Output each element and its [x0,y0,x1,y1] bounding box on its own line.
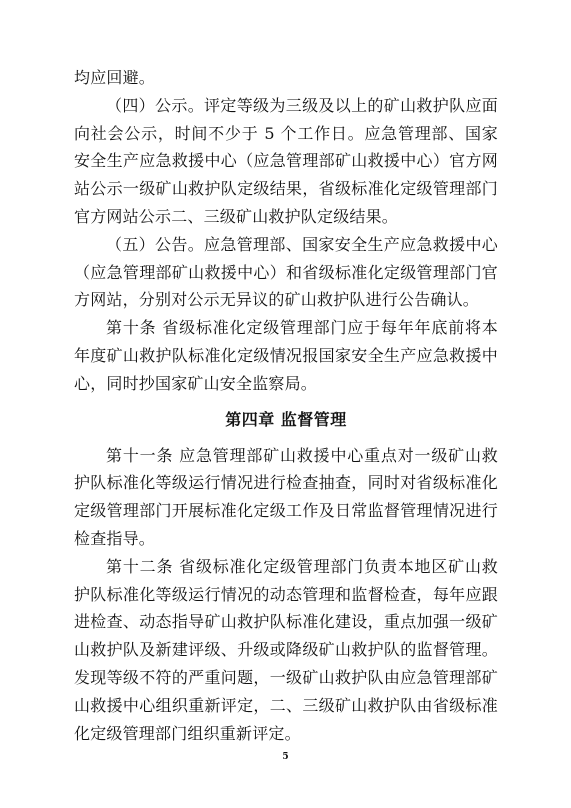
chapter-heading: 第四章 监督管理 [225,409,347,429]
paragraph-article-12: 第十二条 省级标准化定级管理部门负责本地区矿山救护队标准化等级运行情况的动态管理和监督检查，每年应跟进检查、动态指导矿山救护队标准化建设，重点加强一级矿山救护队及新建评级、升级或降级矿山救护队的监督管理。发现等级不符的严重问题，一级矿山救护队由应急管理部矿山救援中心组织重新评定，二、三级矿山救护队由省级标准化定级管理部门组织重新评定。 [74,556,498,743]
paragraph-announcement: （五）公告。应急管理部、国家安全生产应急救援中心（应急管理部矿山救援中心）和省级标准化定级管理部门官方网站，分别对公示无异议的矿山救护队进行公告确认。 [74,234,498,310]
paragraph-continuation: 均应回避。 [74,68,156,87]
paragraph-article-10: 第十条 省级标准化定级管理部门应于每年年底前将本年度矿山救护队标准化定级情况报国家安全生产应急救援中心，同时抄国家矿山安全监察局。 [74,318,498,393]
paragraph-article-11: 第十一条 应急管理部矿山救援中心重点对一级矿山救护队标准化等级运行情况进行检查抽查，同时对省级标准化定级管理部门开展标准化定级工作及日常监督管理情况进行检查指导。 [74,445,498,548]
document-page [74,64,498,747]
paragraph-publicity: （四）公示。评定等级为三级及以上的矿山救护队应面向社会公示，时间不少于 5 个工作日。应急管理部、国家安全生产应急救援中心（应急管理部矿山救援中心）官方网站公示一级矿山救护队定级结果，省级标准化定级管理部门官方网站公示二、三级矿山救护队定级结果。 [74,95,498,226]
page-number: 5 [282,752,289,762]
